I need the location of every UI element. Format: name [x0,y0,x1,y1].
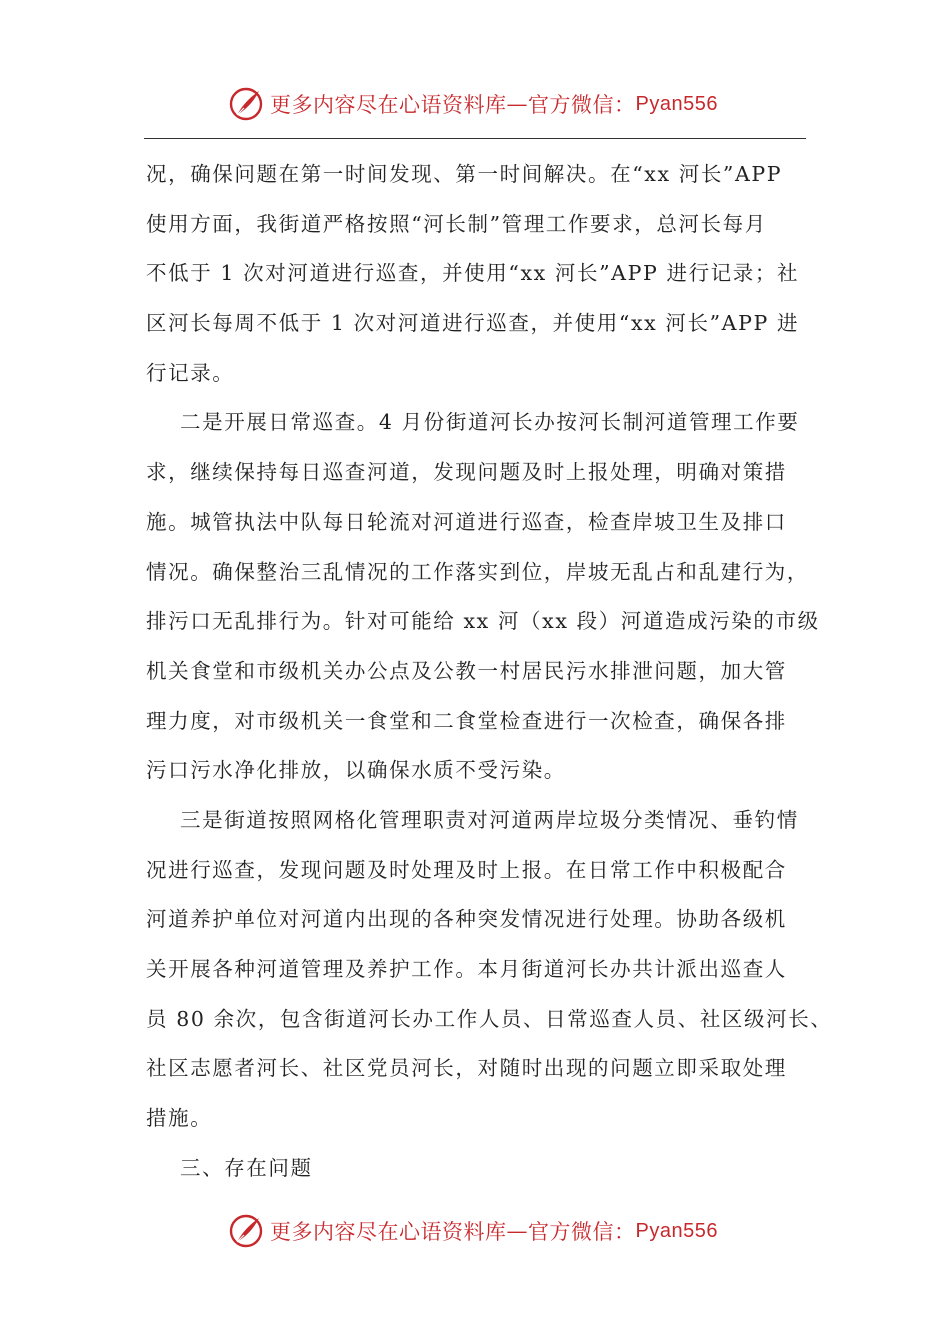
text-line: 况进行巡查，发现问题及时处理及时上报。在日常工作中积极配合 [146,857,787,882]
header-banner [228,84,718,124]
text-line: 三是街道按照网格化管理职责对河道两岸垃圾分类情况、垂钓情 [180,807,799,832]
text-line: 使用方面，我街道严格按照“河长制”管理工作要求，总河长每月 [146,211,767,236]
header-divider [144,138,806,139]
text-line: 理力度，对市级机关一食堂和二食堂检查进行一次检查，确保各排 [146,708,787,733]
banner-site-name: 更多内容尽在心语资料库 [270,1220,507,1244]
text-line: 关开展各种河道管理及养护工作。本月街道河长办共计派出巡查人 [146,957,787,981]
banner-wechat-label: 官方微信： [528,93,636,117]
text-line: 行记录。 [146,360,235,385]
quill-logo-icon [228,1213,264,1249]
text-line: 员 80 余次，包含街道河长办工作人员、日常巡查人员、社区级河长、 [146,1006,833,1031]
banner-wechat-label: 官方微信： [528,1220,636,1244]
footer-banner [228,1211,718,1251]
document-body [146,150,833,1193]
text-line: 社区志愿者河长、社区党员河长，对随时出现的问题立即采取处理 [146,1056,787,1081]
text-line: 三、存在问题 [180,1155,313,1180]
text-line: 情况。确保整治三乱情况的工作落实到位，岸坡无乱占和乱建行为， [146,559,809,584]
banner-wechat-id: Pyan556 [635,92,718,115]
banner-dash: — [506,92,528,116]
text-line: 不低于 1 次对河道进行巡查，并使用“xx 河长”APP 进行记录；社 [146,261,800,286]
text-line: 求，继续保持每日巡查河道，发现问题及时上报处理，明确对策措 [146,460,787,485]
banner-wechat-id: Pyan556 [635,1219,718,1242]
text-line: 河道养护单位对河道内出现的各种突发情况进行处理。协助各级机 [146,907,787,932]
text-line: 施。城管执法中队每日轮流对河道进行巡查，检查岸坡卫生及排口 [146,509,787,534]
text-line: 况，确保问题在第一时间发现、第一时间解决。在“xx 河长”APP [146,162,783,186]
text-line: 机关食堂和市级机关办公点及公教一村居民污水排泄问题，加大管 [146,658,787,683]
text-line: 二是开展日常巡查。4 月份街道河长办按河长制河道管理工作要 [180,410,800,435]
text-line: 措施。 [146,1106,213,1131]
text-line: 区河长每周不低于 1 次对河道进行巡查，并使用“xx 河长”APP 进 [146,311,800,336]
quill-logo-icon [228,86,264,122]
text-line: 污口污水净化排放，以确保水质不受污染。 [146,758,566,783]
banner-dash: — [506,1219,528,1243]
text-line: 排污口无乱排行为。针对可能给 xx 河（xx 段）河道造成污染的市级 [146,609,820,634]
banner-site-name: 更多内容尽在心语资料库 [270,93,507,117]
